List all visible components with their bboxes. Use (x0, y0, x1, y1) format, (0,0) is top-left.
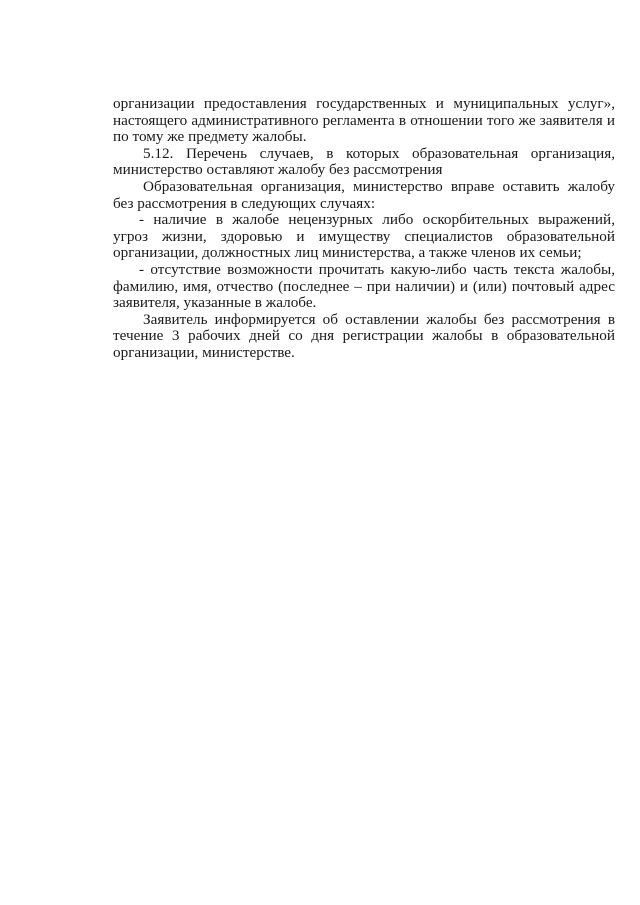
paragraph-applicant-notification: Заявитель информируется об оставлении жалобы без рассмотрения в течение 3 рабочих дней со дня регистрации жалобы в образовательной организации, министерстве. (113, 310, 615, 361)
list-item-obscene-language: - наличие в жалобе нецензурных либо оскорбительных выражений, угроз жизни, здоровью и имуществу специалистов образовательной организации, должностных лиц министерства, а также членов их семьи; (113, 211, 615, 262)
paragraph-right-to-leave: Образовательная организация, министерство вправе оставить жалобу без рассмотрения в следующих случаях: (113, 177, 615, 212)
section-heading-5-12: 5.12. Перечень случаев, в которых образовательная организация, министерство оставляют жалобу без рассмотрения (113, 144, 615, 179)
paragraph-continuation: организации предоставления государственных и муниципальных услуг», настоящего административного регламента в отношении того же заявителя и по тому же предмету жалобы. (113, 95, 615, 146)
list-item-unreadable-text: - отсутствие возможности прочитать какую-либо часть текста жалобы, фамилию, имя, отчество (последнее – при наличии) и (или) почтовый адрес заявителя, указанные в жалобе. (113, 260, 615, 312)
document-body (113, 96, 615, 362)
